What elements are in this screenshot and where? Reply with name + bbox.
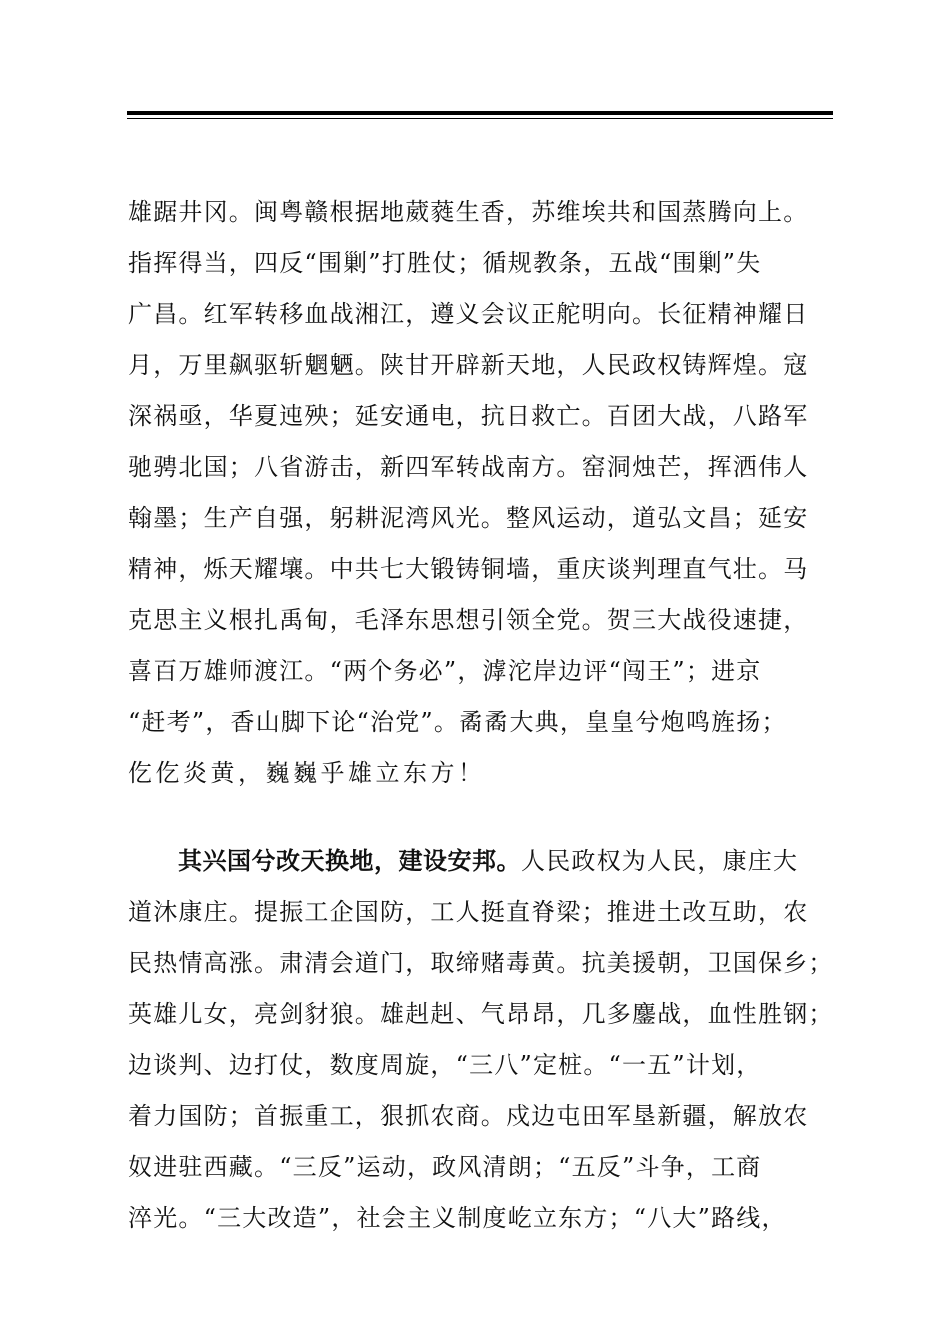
paragraph-lead-heading: 其兴国兮改天换地，建设安邦。: [178, 847, 521, 875]
text-line: 深祸亟，华夏迍殃；延安通电，抗日救亡。百团大战，八路军: [128, 402, 809, 430]
text-line: 喜百万雄师渡江。“两个务必”，滹沱岸边评“闯王”；进京: [128, 657, 762, 685]
header-rule-thick: [127, 111, 833, 115]
text-line: 翰墨；生产自强，躬耕泥湾风光。整风运动，道弘文昌；延安: [128, 504, 809, 532]
text-line: [128, 836, 838, 887]
text-line: 精神，烁天耀壤。中共七大锻铸铜墙，重庆谈判理直气壮。马: [128, 555, 809, 583]
text-line: 月，万里飙驱斩魍魉。陕甘开辟新天地，人民政权铸辉煌。寇: [128, 351, 809, 379]
body-text: [128, 187, 838, 1244]
text-line: 淬光。“三大改造”，社会主义制度屹立东方；“八大”路线，: [128, 1204, 787, 1232]
header-rule-thin: [127, 118, 833, 119]
text-line: 驰骋北国；八省游击，新四军转战南方。窑洞烛芒，挥洒伟人: [128, 453, 809, 481]
header-double-rule: [127, 111, 833, 120]
text-line: 民热情高涨。肃清会道门，取缔赌毒黄。抗美援朝，卫国保乡；: [128, 949, 834, 977]
text-line: 雄踞井冈。闽粤赣根据地葳蕤生香，苏维埃共和国蒸腾向上。: [128, 198, 809, 226]
text-line: 广昌。红军转移血战湘江，遵义会议正舵明向。长征精神耀日: [128, 300, 809, 328]
text-line: “赶考”，香山脚下论“治党”。矞矞大典，皇皇兮炮鸣旌扬；: [128, 708, 787, 736]
paragraph-gap: [128, 799, 838, 836]
text-line: 边谈判、边打仗，数度周旋，“三八”定桩。“一五”计划，: [128, 1051, 762, 1079]
text-line: 着力国防；首振重工，狠抓农商。戍边屯田军垦新疆，解放农: [128, 1102, 809, 1130]
text-line: 英雄儿女，亮剑豺狼。雄赳赳、气昂昂，几多鏖战，血性胜钢；: [128, 1000, 834, 1028]
text-line: 克思主义根扎禹甸，毛泽东思想引领全党。贺三大战役速捷，: [128, 606, 809, 634]
text-line: 仡仡炎黄，巍巍乎雄立东方！: [128, 759, 486, 787]
paragraph-1: [128, 187, 838, 799]
paragraph-2: [128, 836, 838, 1244]
text-line: 指挥得当，四反“围剿”打胜仗；循规教条，五战“围剿”失: [128, 249, 762, 277]
text-line: 道沐康庄。提振工企国防，工人挺直脊梁；推进土改互助，农: [128, 898, 809, 926]
paragraph-first-line-rest: 人民政权为人民，康庄大: [521, 847, 799, 875]
text-line: 奴进驻西藏。“三反”运动，政风清朗；“五反”斗争，工商: [128, 1153, 762, 1181]
